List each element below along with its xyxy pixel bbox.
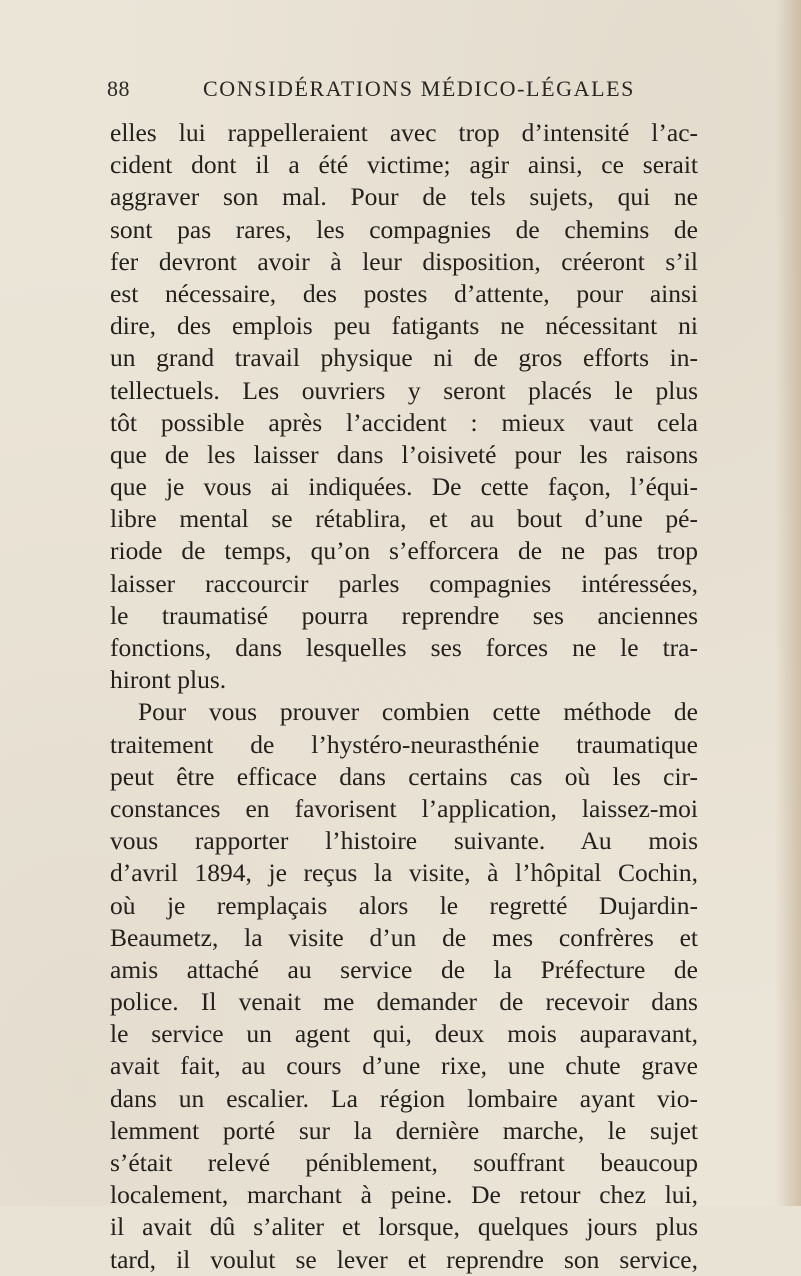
text-line: avait fait, au cours d’une rixe, une chute grave [110,1051,698,1081]
text-line: aggraver son mal. Pour de tels sujets, qui ne [110,182,698,212]
text-line: fonctions, dans lesquelles ses forces ne le tra- [110,633,698,662]
text-line: dire, des emplois peu fatigants ne nécessitant ni [110,311,698,341]
text-line: Pour vous prouver combien cette méthode de [138,697,698,727]
text-line: riode de temps, qu’on s’efforcera de ne pas trop [110,536,698,566]
text-line: tôt possible après l’accident : mieux vaut cela [110,407,698,437]
text-line: le traumatisé pourra reprendre ses anciennes [110,600,698,630]
page-number: 88 [107,76,130,101]
text-line: d’avril 1894, je reçus la visite, à l’hôpital Cochin, [110,858,698,888]
text-line: que je vous ai indiquées. De cette façon, l’équi- [110,472,698,502]
text-line: cident dont il a été victime; agir ainsi, ce serait [110,150,698,180]
text-line: tard, il voulut se lever et reprendre son service, [110,1244,698,1274]
text-line: est nécessaire, des postes d’attente, pour ainsi [110,278,698,308]
body-text [110,117,698,1276]
page-edge-shadow [775,0,801,1206]
text-line: peut être efficace dans certains cas où les cir- [110,761,698,791]
text-line: Beaumetz, la visite d’un de mes confrères et [110,922,698,952]
text-line: libre mental se rétablira, et au bout d’une pé- [110,504,698,534]
text-line: sont pas rares, les compagnies de chemins de [110,214,698,244]
text-line: hiront plus. [110,665,227,695]
text-line: police. Il venait me demander de recevoir dans [110,987,698,1017]
text-line: localement, marchant à peine. De retour chez lui, [110,1180,698,1210]
text-line: lemment porté sur la dernière marche, le sujet [110,1115,698,1145]
page-header [107,76,707,108]
text-line: laisser raccourcir parles compagnies intéressées, [110,568,698,598]
text-line: traitement de l’hystéro-neurasthénie traumatique [110,729,698,759]
text-line: un grand travail physique ni de gros efforts in- [110,343,698,373]
text-line: le service un agent qui, deux mois auparavant, [110,1019,698,1049]
text-line: constances en favorisent l’application, laissez-moi [110,793,698,823]
text-line: il avait dû s’aliter et lorsque, quelques jours plus [110,1212,698,1242]
text-line: que de les laisser dans l’oisiveté pour les raisons [110,439,698,469]
text-line: vous rapporter l’histoire suivante. Au mois [110,826,698,856]
text-line: fer devront avoir à leur disposition, créeront s’il [110,246,698,276]
text-line: dans un escalier. La région lombaire ayant vio- [110,1083,698,1113]
text-line: tellectuels. Les ouvriers y seront placés le plus [110,375,698,405]
text-line: où je remplaçais alors le regretté Dujardin- [110,890,698,920]
text-line: s’était relevé péniblement, souffrant beaucoup [110,1148,698,1177]
text-line: amis attaché au service de la Préfecture de [110,954,698,984]
text-line: elles lui rappelleraient avec trop d’intensité l’ac- [110,118,698,147]
running-title: CONSIDÉRATIONS MÉDICO-LÉGALES [203,76,636,101]
